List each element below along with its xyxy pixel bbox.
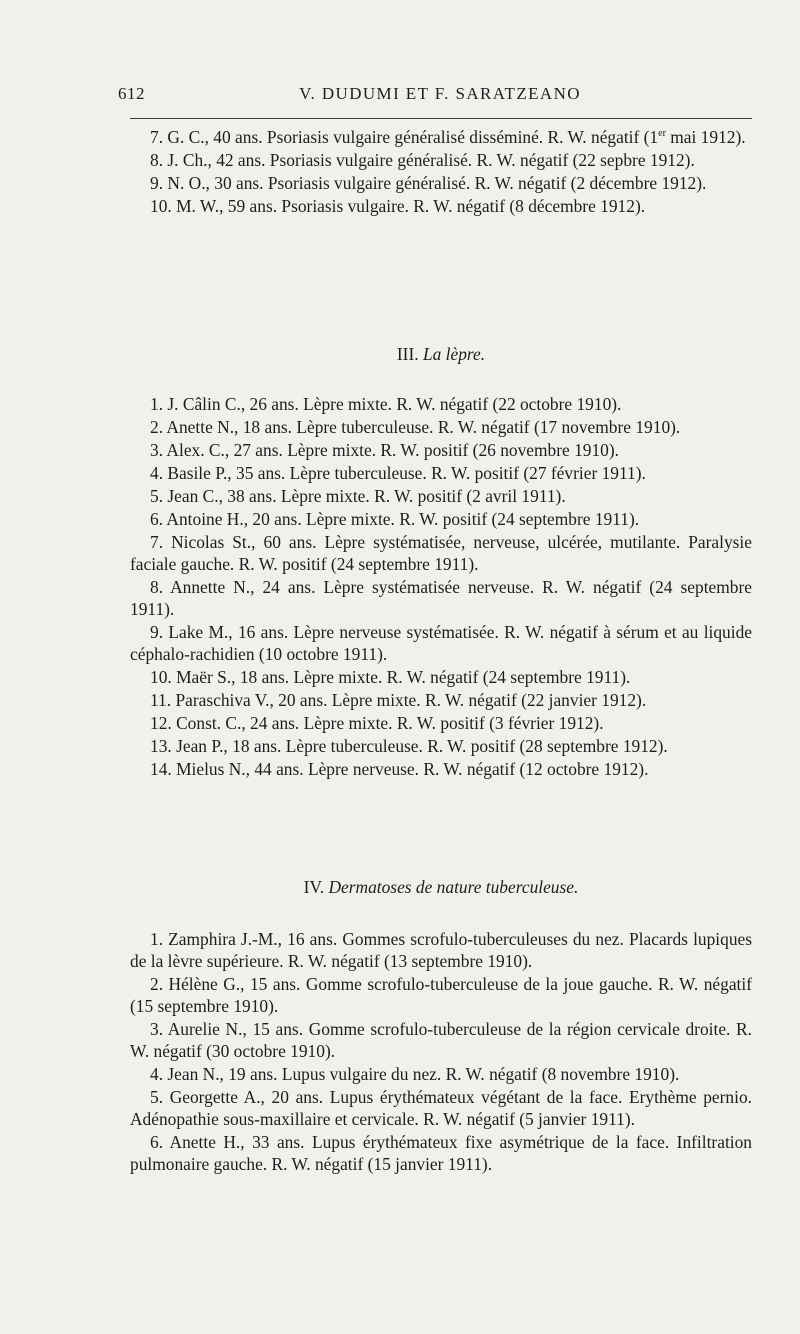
case-entry: 6. Antoine H., 20 ans. Lèpre mixte. R. W. positif (24 septembre 1911). bbox=[150, 509, 640, 529]
case-entry: 7. G. C., 40 ans. Psoriasis vulgaire généralisé disséminé. R. W. négatif (1er mai 1912). bbox=[150, 127, 746, 147]
case-entry: 1. Zamphira J.-M., 16 ans. Gommes scrofulo-tuberculeuses du nez. Placards lupiques de la lèvre supérieure. R. W. négatif (13 septembre 1910). bbox=[130, 929, 752, 971]
case-entry: 2. Anette N., 18 ans. Lèpre tuberculeuse. R. W. négatif (17 novembre 1910). bbox=[150, 417, 681, 437]
page-number: 612 bbox=[118, 84, 145, 103]
lepre-cases bbox=[130, 393, 752, 781]
case-entry: 14. Mielus N., 44 ans. Lèpre nerveuse. R. W. négatif (12 octobre 1912). bbox=[150, 759, 649, 779]
case-entry: 12. Const. C., 24 ans. Lèpre mixte. R. W. positif (3 février 1912). bbox=[150, 713, 604, 733]
case-entry: 1. J. Câlin C., 26 ans. Lèpre mixte. R. W. négatif (22 octobre 1910). bbox=[150, 394, 622, 414]
case-entry: 3. Aurelie N., 15 ans. Gomme scrofulo-tuberculeuse de la région cervicale droite. R. W. négatif (30 octobre 1910). bbox=[130, 1019, 752, 1061]
case-entry: 10. Maër S., 18 ans. Lèpre mixte. R. W. négatif (24 septembre 1911). bbox=[150, 667, 631, 687]
case-entry: 5. Jean C., 38 ans. Lèpre mixte. R. W. positif (2 avril 1911). bbox=[150, 486, 566, 506]
case-entry: 8. Annette N., 24 ans. Lèpre systématisée nerveuse. R. W. négatif (24 septembre 1911). bbox=[130, 577, 752, 619]
section-4-heading bbox=[130, 876, 752, 898]
tuberculeuse-cases bbox=[130, 928, 752, 1176]
header-rule bbox=[130, 118, 752, 119]
case-entry: 10. M. W., 59 ans. Psoriasis vulgaire. R. W. négatif (8 décembre 1912). bbox=[150, 196, 646, 216]
section-4-title: Dermatoses de nature tuberculeuse. bbox=[328, 877, 579, 897]
case-entry: 11. Paraschiva V., 20 ans. Lèpre mixte. R. W. négatif (22 janvier 1912). bbox=[150, 690, 647, 710]
page-header bbox=[118, 84, 750, 108]
case-entry: 6. Anette H., 33 ans. Lupus érythémateux fixe asymétrique de la face. Infiltration pulmonaire gauche. R. W. négatif (15 janvier 1911). bbox=[130, 1132, 752, 1174]
case-entry: 3. Alex. C., 27 ans. Lèpre mixte. R. W. positif (26 novembre 1910). bbox=[150, 440, 620, 460]
case-entry: 9. Lake M., 16 ans. Lèpre nerveuse systématisée. R. W. négatif à sérum et au liquide céphalo-rachidien (10 octobre 1911). bbox=[130, 622, 752, 664]
psoriasis-cases bbox=[130, 126, 752, 218]
case-entry: 2. Hélène G., 15 ans. Gomme scrofulo-tuberculeuse de la joue gauche. R. W. négatif (15 septembre 1910). bbox=[130, 974, 752, 1016]
case-entry: 13. Jean P., 18 ans. Lèpre tuberculeuse. R. W. positif (28 septembre 1912). bbox=[150, 736, 668, 756]
section-4-number: IV. bbox=[303, 877, 325, 897]
section-3-number: III. bbox=[396, 344, 419, 364]
running-head: V. DUDUMI ET F. SARATZEANO bbox=[299, 84, 581, 103]
case-entry: 7. Nicolas St., 60 ans. Lèpre systématisée, nerveuse, ulcérée, mutilante. Paralysie faciale gauche. R. W. positif (24 septembre 1911). bbox=[130, 532, 752, 574]
section-3-title: La lèpre. bbox=[422, 344, 486, 364]
section-3-heading bbox=[130, 343, 752, 365]
case-entry: 4. Jean N., 19 ans. Lupus vulgaire du nez. R. W. négatif (8 novembre 1910). bbox=[150, 1064, 680, 1084]
case-entry: 8. J. Ch., 42 ans. Psoriasis vulgaire généralisé. R. W. négatif (22 sepbre 1912). bbox=[150, 150, 695, 170]
case-entry: 4. Basile P., 35 ans. Lèpre tuberculeuse. R. W. positif (27 février 1911). bbox=[150, 463, 646, 483]
case-entry: 5. Georgette A., 20 ans. Lupus érythémateux végétant de la face. Erythème pernio. Adénopathie sous-maxillaire et cervicale. R. W. négatif (5 janvier 1911). bbox=[130, 1087, 752, 1129]
case-entry: 9. N. O., 30 ans. Psoriasis vulgaire généralisé. R. W. négatif (2 décembre 1912). bbox=[150, 173, 707, 193]
